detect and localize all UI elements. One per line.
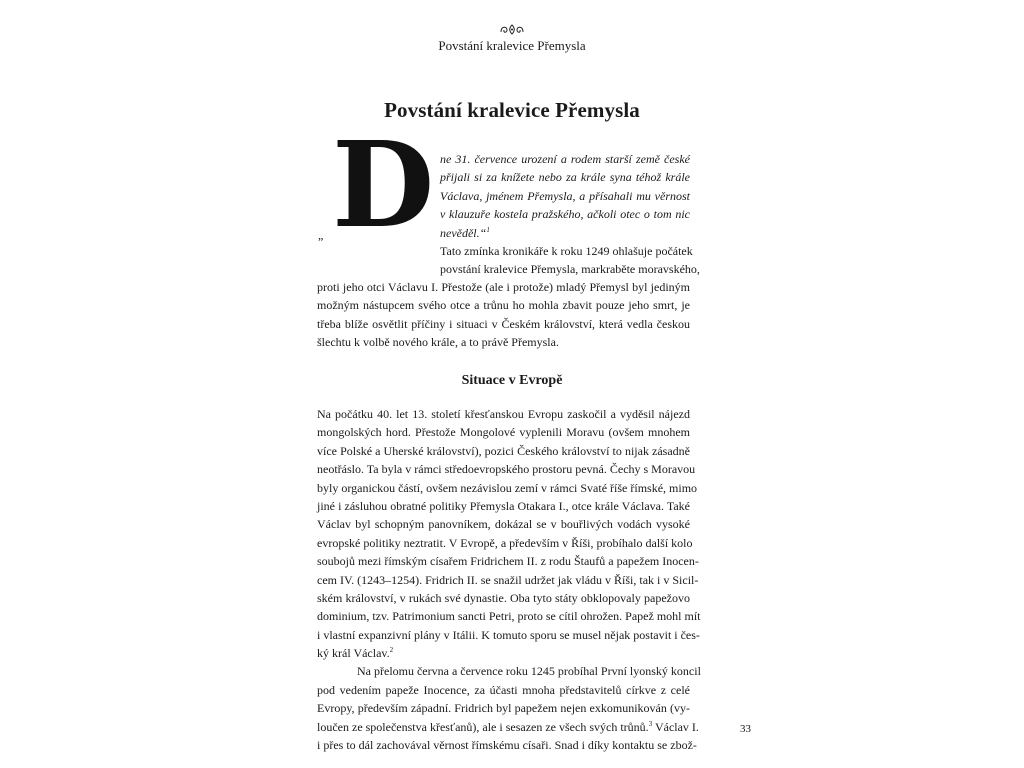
text-line: i vlastní expanzivní plány v Itálii. K tomuto sporu se musel nějak postavit i čes- (317, 627, 700, 642)
intro-indented-text-2 (440, 260, 700, 278)
fleuron-ornament-icon (497, 22, 527, 36)
text-line: více Polské a Uherské království), pozici Českého království to nijak zásadně (317, 443, 690, 458)
text-line: Na přelomu června a července roku 1245 probíhal První lyonský koncil (357, 664, 701, 679)
intro-quote-line: ne 31. července urození a rodem starší země české (440, 152, 690, 166)
intro-line: možným nástupcem svého otce a trůnu ho mohla zbavit pouze jeho smrt, je (317, 298, 690, 313)
section-paragraph-1 (317, 405, 701, 754)
text-line: neotřáslo. Ta byla v rámci středoevropského prostoru pevná. Čechy s Moravou (317, 462, 696, 477)
text-line: pod vedením papeže Inocence, za účasti mnoha představitelů církve z celé (317, 682, 690, 697)
intro-quote-line: přijali si za knížete nebo za krále syna téhož krále (440, 170, 690, 185)
section-heading: Situace v Evropě (461, 373, 563, 388)
running-head: Povstání kralevice Přemysla (438, 38, 586, 53)
page-number: 33 (740, 723, 751, 735)
footnote-ref: 2 (389, 646, 394, 655)
text-line: Evropy, především západní. Fridrich byl papežem nejen exkomunikován (vy- (317, 701, 690, 716)
intro-line: třeba blíže osvětlit příčiny i situaci v Českém království, která vedla českou (317, 316, 690, 331)
intro-line: Tato zmínka kronikáře k roku 1249 ohlašuje počátek (440, 244, 693, 258)
chapter-title: Povstání kralevice Přemysla (384, 98, 640, 122)
text-line: byly organickou částí, ovšem nezávislou zemí v rámci Svaté říše římské, mimo (317, 480, 698, 495)
intro-quote (440, 150, 690, 242)
intro-paragraph (317, 278, 690, 352)
text-line: i přes to dál zachovával věrnost římskému císaři. Snad i díky kontaktu se zbož- (317, 738, 697, 753)
text-line: ském království, v rukách své dynastie. Oba tyto státy obklopovaly papežovo (317, 590, 690, 605)
text-line: Na počátku 40. let 13. století křesťanskou Evropu zaskočil a vyděsil nájezd (317, 407, 690, 421)
intro-quote-line-last: nevěděl.“$^1$ (440, 225, 490, 240)
text-line: cem IV. (1243–1254). Fridrich II. se snažil udržet jak vládu v Říši, tak i v Sicil- (317, 572, 699, 587)
intro-quote-line: Václava, jménem Přemysla, a přísahali mu věrnost (440, 188, 690, 203)
text-line: evropské politiky neztratit. V Evropě, a především v Říši, probíhalo další kolo (317, 535, 693, 550)
drop-cap: D (332, 115, 435, 254)
intro-quote-line: v klauzuře kostela pražského, ačkoli otec o tom nic (440, 207, 690, 222)
text-line: dominium, tzv. Patrimonium sancti Petri, proto se cítil ohrožen. Papež mohl mít (317, 609, 701, 624)
intro-line: povstání kralevice Přemysla, markraběte moravského, (440, 262, 700, 276)
text-line: mongolských hord. Přestože Mongolové vyplenili Moravu (ovšem mnohem (317, 425, 690, 440)
intro-line: proti jeho otci Václavu I. Přestože (ale i protože) mladý Přemysl byl jediným (317, 280, 690, 294)
opening-quote-mark: „ (318, 228, 324, 242)
text-line: Václav byl schopným panovníkem, dokázal se v bouřlivých vodách vysoké (317, 517, 690, 532)
text-line: ký král Václav.$^2$ (317, 646, 394, 661)
text-line: jiné i zásluhou obratné politiky Přemysla Otakara I., otce krále Václava. Také (317, 498, 690, 513)
intro-indented-text (440, 242, 693, 260)
footnote-ref: 1 (486, 225, 490, 234)
intro-line: šlechtu k volbě nového krále, a to právě Přemysla. (317, 335, 559, 350)
text-line: soubojů mezi římským císařem Fridrichem II. z rodu Štaufů a papežem Inocen- (317, 554, 699, 569)
footnote-ref: 3 (648, 719, 653, 728)
text-line: loučen ze společenstva křesťanů), ale i sesazen ze všech svých trůnů.$^3$ Václav I. (317, 719, 699, 734)
